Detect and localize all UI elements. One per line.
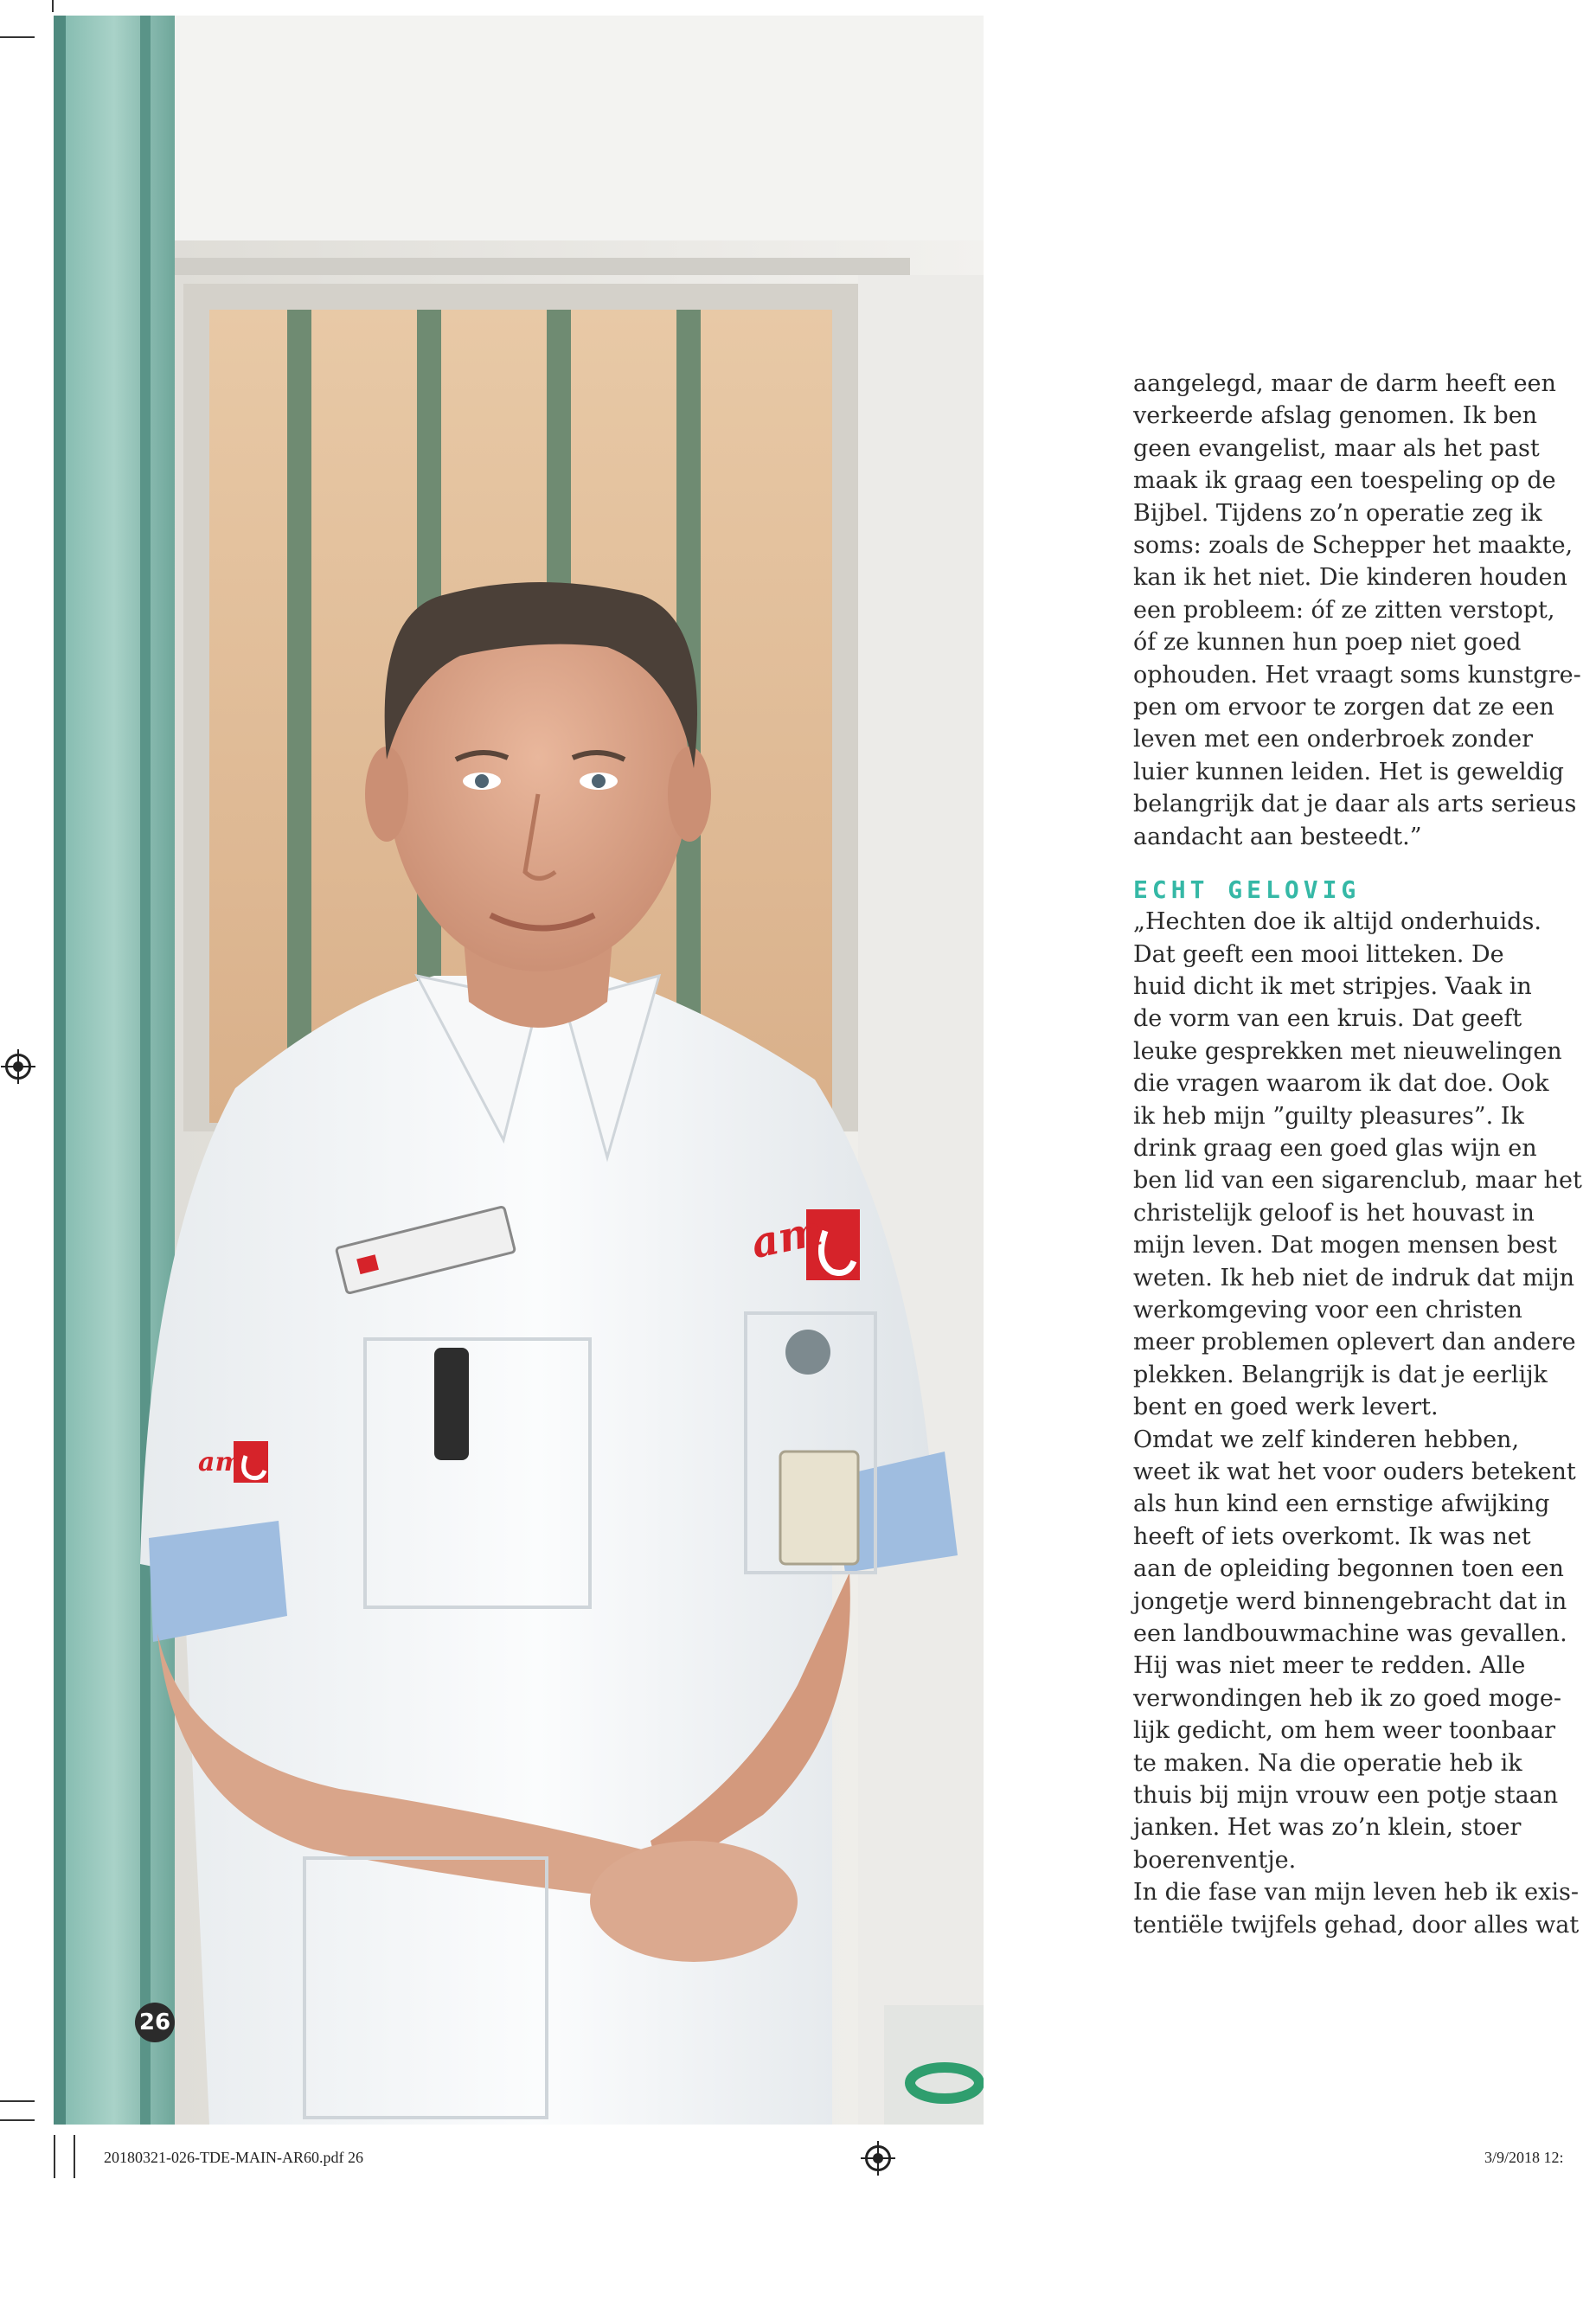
- text-line: leven met een onderbroek zonder: [1133, 726, 1533, 753]
- text-line: thuis bij mijn vrouw een potje staan: [1133, 1782, 1559, 1810]
- text-line: drink graag een goed glas wijn en: [1133, 1134, 1537, 1162]
- text-line: luier kunnen leiden. Het is geweldig: [1133, 758, 1564, 785]
- crop-mark: [54, 2135, 55, 2178]
- portrait-illustration: [54, 16, 984, 2125]
- text-line: geen evangelist, maar als het past: [1133, 434, 1540, 462]
- text-line: ophouden. Het vraagt soms kunstgre-: [1133, 661, 1581, 689]
- text-line: Dat geeft een mooi litteken. De: [1133, 940, 1504, 968]
- print-slug-filename: 20180321-026-TDE-MAIN-AR60.pdf 26: [104, 2149, 363, 2166]
- text-line: mijn leven. Dat mogen mensen best: [1133, 1232, 1557, 1259]
- text-line: de vorm van een kruis. Dat geeft: [1133, 1005, 1522, 1033]
- text-line: „Hechten doe ik altijd onderhuids.: [1133, 908, 1542, 936]
- text-line: óf ze kunnen hun poep niet goed: [1133, 629, 1522, 657]
- text-line: christelijk geloof is het houvast in: [1133, 1199, 1535, 1227]
- crop-mark: [0, 2100, 35, 2102]
- text-line: lijk gedicht, om hem weer toonbaar: [1133, 1717, 1555, 1745]
- text-line: ik heb mijn ”guilty pleasures”. Ik: [1133, 1102, 1524, 1130]
- text-line: Omdat we zelf kinderen hebben,: [1133, 1426, 1520, 1453]
- text-line: een probleem: óf ze zitten verstopt,: [1133, 596, 1555, 624]
- text-line: verkeerde afslag genomen. Ik ben: [1133, 402, 1538, 430]
- page-number-badge: 26: [135, 2003, 175, 2042]
- sleeve-logo-text: am: [198, 1447, 243, 1477]
- text-line: te maken. Na die operatie heb ik: [1133, 1749, 1522, 1777]
- text-line: aangelegd, maar de darm heeft een: [1133, 370, 1556, 397]
- text-line: tentiële twijfels gehad, door alles wat: [1133, 1911, 1580, 1939]
- text-line: leuke gesprekken met nieuwelingen: [1133, 1037, 1562, 1065]
- text-line: Hij was niet meer te redden. Alle: [1133, 1652, 1526, 1680]
- crop-mark: [74, 2135, 75, 2178]
- text-line: janken. Het was zo’n klein, stoer: [1133, 1814, 1522, 1842]
- text-line: soms: zoals de Schepper het maakte,: [1133, 532, 1574, 560]
- text-line: In die fase van mijn leven heb ik exis-: [1133, 1879, 1579, 1907]
- text-line: boerenventje.: [1133, 1846, 1297, 1874]
- text-line: als hun kind een ernstige afwijking: [1133, 1490, 1550, 1518]
- text-line: weten. Ik heb niet de indruk dat mijn: [1133, 1264, 1574, 1292]
- text-line: plekken. Belangrijk is dat je eerlijk: [1133, 1361, 1548, 1388]
- text-line: ben lid van een sigarenclub, maar het: [1133, 1167, 1582, 1195]
- text-line: meer problemen oplevert dan andere: [1133, 1329, 1576, 1356]
- text-line: een landbouwmachine was gevallen.: [1133, 1620, 1567, 1648]
- section-heading: ECHT GELOVIG: [1133, 875, 1361, 905]
- text-line: Bijbel. Tijdens zo’n operatie zeg ik: [1133, 499, 1542, 527]
- registration-mark-icon: [865, 2145, 891, 2171]
- body-paragraph: [1133, 906, 1596, 1941]
- text-line: jongetje werd binnengebracht dat in: [1133, 1587, 1567, 1615]
- text-line: verwondingen heb ik zo goed moge-: [1133, 1684, 1561, 1712]
- text-line: huid dicht ik met stripjes. Vaak in: [1133, 972, 1532, 1000]
- crop-mark: [0, 2119, 35, 2121]
- text-line: aan de opleiding begonnen toen een: [1133, 1555, 1564, 1583]
- text-line: die vragen waarom ik dat doe. Ook: [1133, 1070, 1549, 1098]
- text-line: bent en goed werk levert.: [1133, 1394, 1439, 1421]
- crop-mark: [0, 36, 35, 38]
- chest-logo-text: am: [747, 1206, 827, 1269]
- crop-mark: [52, 0, 54, 12]
- text-line: werkomgeving voor een christen: [1133, 1296, 1522, 1324]
- text-line: maak ik graag een toespeling op de: [1133, 467, 1556, 495]
- registration-mark-icon: [5, 1054, 31, 1080]
- intro-paragraph: [1133, 368, 1596, 853]
- text-line: aandacht aan besteedt.”: [1133, 823, 1422, 850]
- text-line: kan ik het niet. Die kinderen houden: [1133, 564, 1567, 592]
- text-line: pen om ervoor te zorgen dat ze een: [1133, 694, 1554, 721]
- text-line: heeft of iets overkomt. Ik was net: [1133, 1522, 1531, 1550]
- text-line: belangrijk dat je daar als arts serieus: [1133, 791, 1577, 818]
- article-column: [1133, 368, 1596, 1941]
- doctor-portrait-photo: [54, 16, 984, 2125]
- text-line: weet ik wat het voor ouders betekent: [1133, 1458, 1576, 1485]
- print-slug-date: 3/9/2018 12:: [1484, 2149, 1564, 2166]
